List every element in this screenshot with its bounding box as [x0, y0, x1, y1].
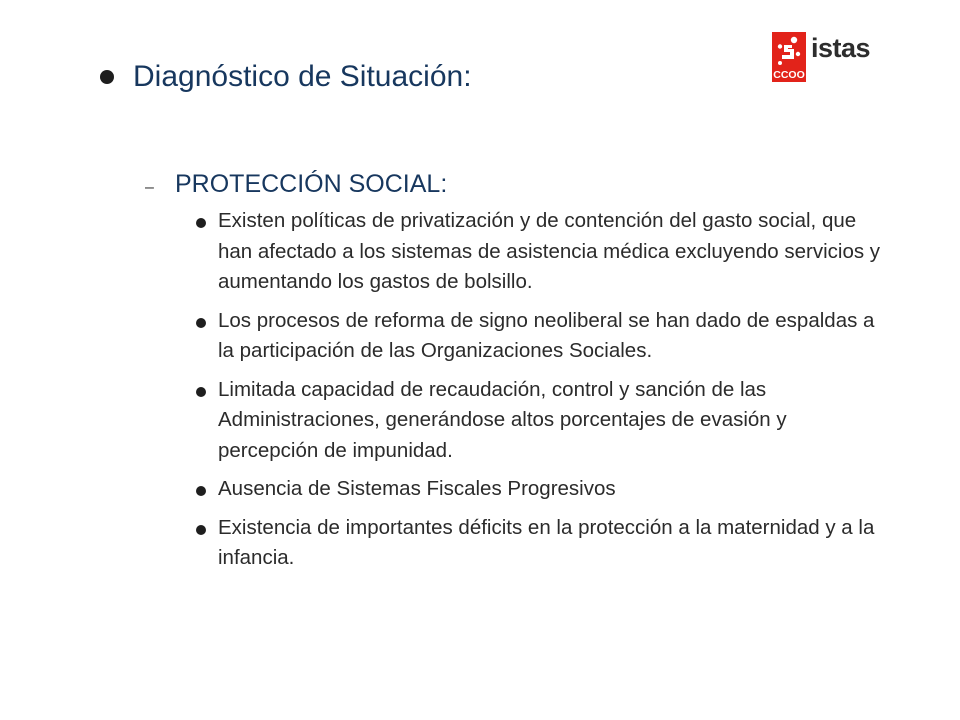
bullet-dot-icon: [100, 70, 114, 84]
istas-logo: [772, 32, 872, 84]
list-item-text: Limitada capacidad de recaudación, control y sanción de las Administraciones, generándose altos porcentajes de evasión y percepción de impunidad.: [218, 377, 787, 462]
bullet-dot-icon: [196, 318, 206, 328]
bullet-dot-icon: [196, 218, 206, 228]
slide-title: Diagnóstico de Situación:: [133, 60, 472, 93]
dash-bullet-icon: –: [145, 179, 154, 196]
section-heading-row: [145, 167, 447, 201]
section-heading: PROTECCIÓN SOCIAL:: [175, 170, 448, 198]
list-item-text: Existencia de importantes déficits en la protección a la maternidad y a la infancia.: [218, 515, 875, 569]
istas-ccoo-logo-icon: [772, 32, 806, 82]
list-item-text: Ausencia de Sistemas Fiscales Progresivos: [218, 477, 616, 500]
bullet-dot-icon: [196, 387, 206, 397]
list-item: [196, 206, 886, 298]
list-item: [196, 513, 886, 574]
bullet-dot-icon: [196, 525, 206, 535]
list-item-text: Existen políticas de privatización y de contención del gasto social, que han afectado a los sistemas de asistencia médica excluyendo servicios y aumentando los gastos de bolsillo.: [218, 209, 881, 293]
logo-wordmark: istas: [811, 33, 871, 63]
list-item: [196, 474, 886, 505]
bullet-dot-icon: [196, 486, 206, 496]
logo-badge-text: CCOO: [773, 69, 805, 81]
slide-title-row: [100, 57, 472, 97]
list-item: [196, 375, 886, 467]
bullet-list: [196, 206, 886, 582]
list-item-text: Los procesos de reforma de signo neoliberal se han dado de espaldas a la participación de las Organizaciones Sociales.: [218, 308, 875, 362]
list-item: [196, 306, 886, 367]
